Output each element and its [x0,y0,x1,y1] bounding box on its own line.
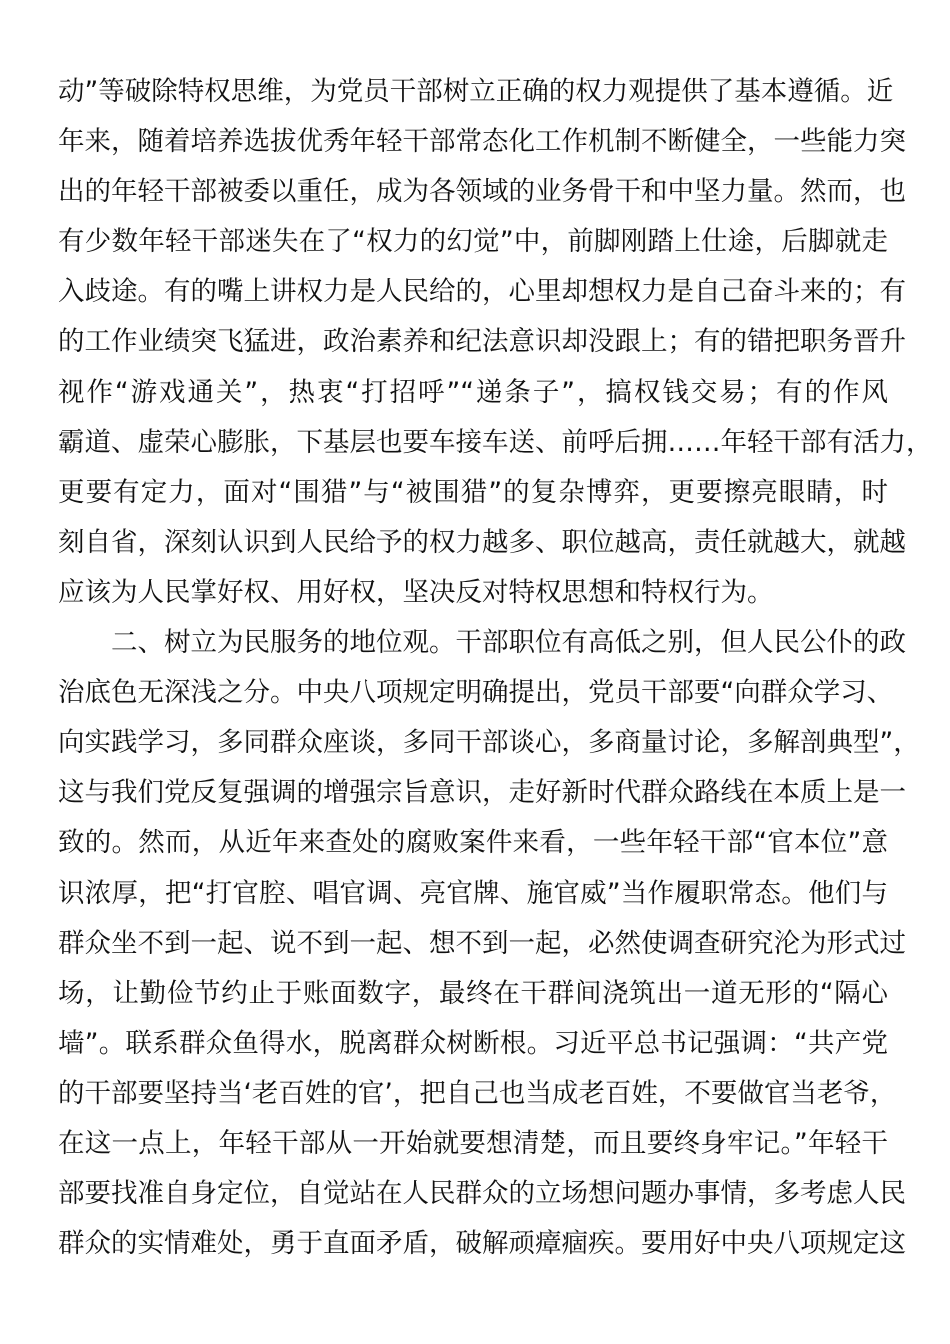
text-line: 入歧途。有的嘴上讲权力是人民给的，心里却想权力是自己奋斗来的；有 [58,276,906,308]
text-line: 向实践学习，多同群众座谈，多同干部谈心，多商量讨论，多解剖典型”， [58,727,920,759]
text-line: 视作“游戏通关”，热衷“打招呼”“递条子”，搞权钱交易；有的作风 [58,376,888,408]
text-line: 年来，随着培养选拔优秀年轻干部常态化工作机制不断健全，一些能力突 [58,126,906,158]
text-line: 的工作业绩突飞猛进，政治素养和纪法意识却没跟上；有的错把职务晋升 [58,326,906,358]
text-line: 的干部要坚持当‘老百姓的官’，把自己也当成老百姓，不要做官当老爷， [58,1077,897,1109]
text-line: 致的。然而，从近年来查处的腐败案件来看，一些年轻干部“官本位”意 [58,827,888,859]
text-line: 场，让勤俭节约止于账面数字，最终在干群间浇筑出一道无形的“隔心 [58,977,888,1009]
text-line: 这与我们党反复强调的增强宗旨意识，走好新时代群众路线在本质上是一 [58,777,906,809]
text-line: 更要有定力，面对“围猎”与“被围猎”的复杂博弈，更要擦亮眼睛，时 [58,476,888,508]
text-line: 在这一点上，年轻干部从一开始就要想清楚，而且要终身牢记。”年轻干 [58,1127,888,1159]
text-line: 群众的实情难处，勇于直面矛盾，破解顽瘴痼疾。要用好中央八项规定这 [58,1228,906,1260]
text-line: 霸道、虚荣心膨胀，下基层也要车接车送、前呼后拥……年轻干部有活力， [58,426,933,458]
text-line: 墙”。联系群众鱼得水，脱离群众树断根。习近平总书记强调：“共产党 [58,1027,888,1059]
text-line: 动”等破除特权思维，为党员干部树立正确的权力观提供了基本遵循。近 [58,76,894,107]
text-line: 群众坐不到一起、说不到一起、想不到一起，必然使调查研究沦为形式过 [58,927,906,959]
text-line: 识浓厚，把“打官腔、唱官调、亮官牌、施官威”当作履职常态。他们与 [58,877,888,909]
text-line: 部要找准自身定位，自觉站在人民群众的立场想问题办事情，多考虑人民 [58,1178,906,1210]
body-text [58,67,933,1269]
text-line: 出的年轻干部被委以重任，成为各领域的业务骨干和中坚力量。然而，也 [58,176,906,208]
text-line: 有少数年轻干部迷失在了“权力的幻觉”中，前脚刚踏上仕途，后脚就走 [58,226,888,258]
section-heading-line: 二、树立为民服务的地位观。干部职位有高低之别，但人民公仆的政 [111,627,906,659]
paragraph-end-line: 应该为人民掌好权、用好权，坚决反对特权思想和特权行为。 [58,576,774,608]
text-line: 刻自省，深刻认识到人民给予的权力越多、职位越高，责任就越大，就越 [58,526,906,558]
text-line: 治底色无深浅之分。中央八项规定明确提出，党员干部要“向群众学习、 [58,677,894,709]
